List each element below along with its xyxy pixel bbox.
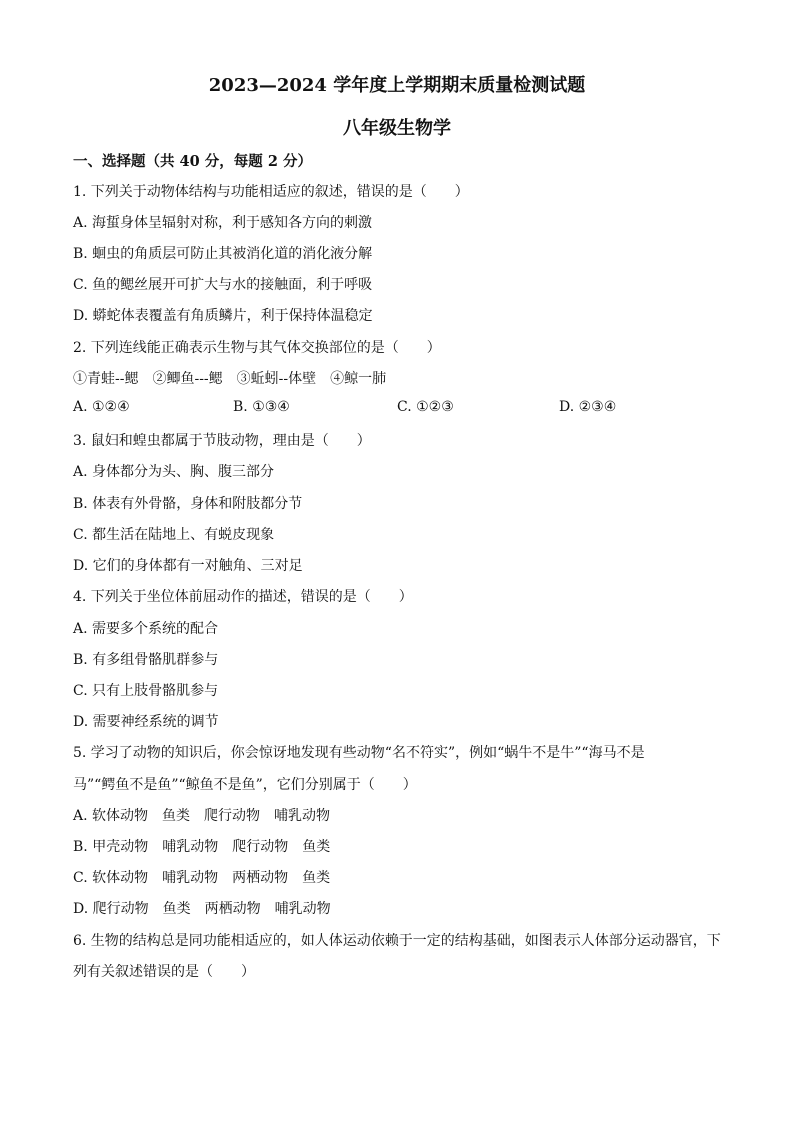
question-3-option-b: B. 体表有外骨骼，身体和附肢都分节 [73,496,303,512]
question-5-option-d: D. 爬行动物 鱼类 两栖动物 哺乳动物 [73,901,331,917]
exam-title: 2023—2024 学年度上学期期末质量检测试题 [208,75,586,96]
question-2-option-d: D. ②③④ [559,399,617,415]
question-3-option-a: A. 身体都分为头、胸、腹三部分 [73,464,275,480]
question-1-option-d: D. 蟒蛇体表覆盖有角质鳞片，利于保持体温稳定 [73,308,373,324]
question-1-stem: 1. 下列关于动物体结构与功能相适应的叙述，错误的是（ ） [73,184,469,200]
question-4-option-b: B. 有多组骨骼肌群参与 [73,652,219,668]
question-2-option-c: C. ①②③ [397,399,454,415]
question-5-option-c: C. 软体动物 哺乳动物 两栖动物 鱼类 [73,870,331,886]
question-3-stem: 3. 鼠妇和蝗虫都属于节肢动物，理由是（ ） [73,433,371,449]
question-1-option-a: A. 海蜇身体呈辐射对称，利于感知各方向的刺激 [73,215,373,231]
question-5-stem: 5. 学习了动物的知识后，你会惊讶地发现有些动物“名不符实”，例如“蜗牛不是牛”“海马不是 [73,745,645,761]
question-1-option-c: C. 鱼的鳃丝展开可扩大与水的接触面，利于呼吸 [73,277,373,293]
question-6-stem-cont: 列有关叙述错误的是（ ） [73,964,255,980]
question-5-stem-cont: 马”“鳄鱼不是鱼”“鲸鱼不是鱼”，它们分别属于（ ） [73,777,417,793]
question-6-stem: 6. 生物的结构总是同功能相适应的，如人体运动依赖于一定的结构基础，如图表示人体部分运动器官，下 [73,933,721,949]
question-2-stem: 2. 下列连线能正确表示生物与其气体交换部位的是（ ） [73,340,441,356]
question-4-option-d: D. 需要神经系统的调节 [73,714,219,730]
question-4-option-c: C. 只有上肢骨骼肌参与 [73,683,219,699]
question-3-option-d: D. 它们的身体都有一对触角、三对足 [73,558,303,574]
question-3-option-c: C. 都生活在陆地上、有蜕皮现象 [73,527,275,543]
question-4-option-a: A. 需要多个系统的配合 [73,621,219,637]
question-5-option-b: B. 甲壳动物 哺乳动物 爬行动物 鱼类 [73,839,331,855]
question-5-option-a: A. 软体动物 鱼类 爬行动物 哺乳动物 [73,808,331,824]
question-2-option-b: B. ①③④ [233,399,290,415]
section-heading: 一、选择题（共 40 分，每题 2 分） [73,153,312,170]
question-1-option-b: B. 蛔虫的角质层可防止其被消化道的消化液分解 [73,246,373,262]
exam-subtitle: 八年级生物学 [343,118,451,139]
question-2-pairs: ①青蛙--鳃 ②鲫鱼---鳃 ③蚯蚓--体壁 ④鲸一肺 [73,371,387,387]
question-4-stem: 4. 下列关于坐位体前屈动作的描述，错误的是（ ） [73,589,413,605]
question-2-option-a: A. ①②④ [73,399,130,415]
